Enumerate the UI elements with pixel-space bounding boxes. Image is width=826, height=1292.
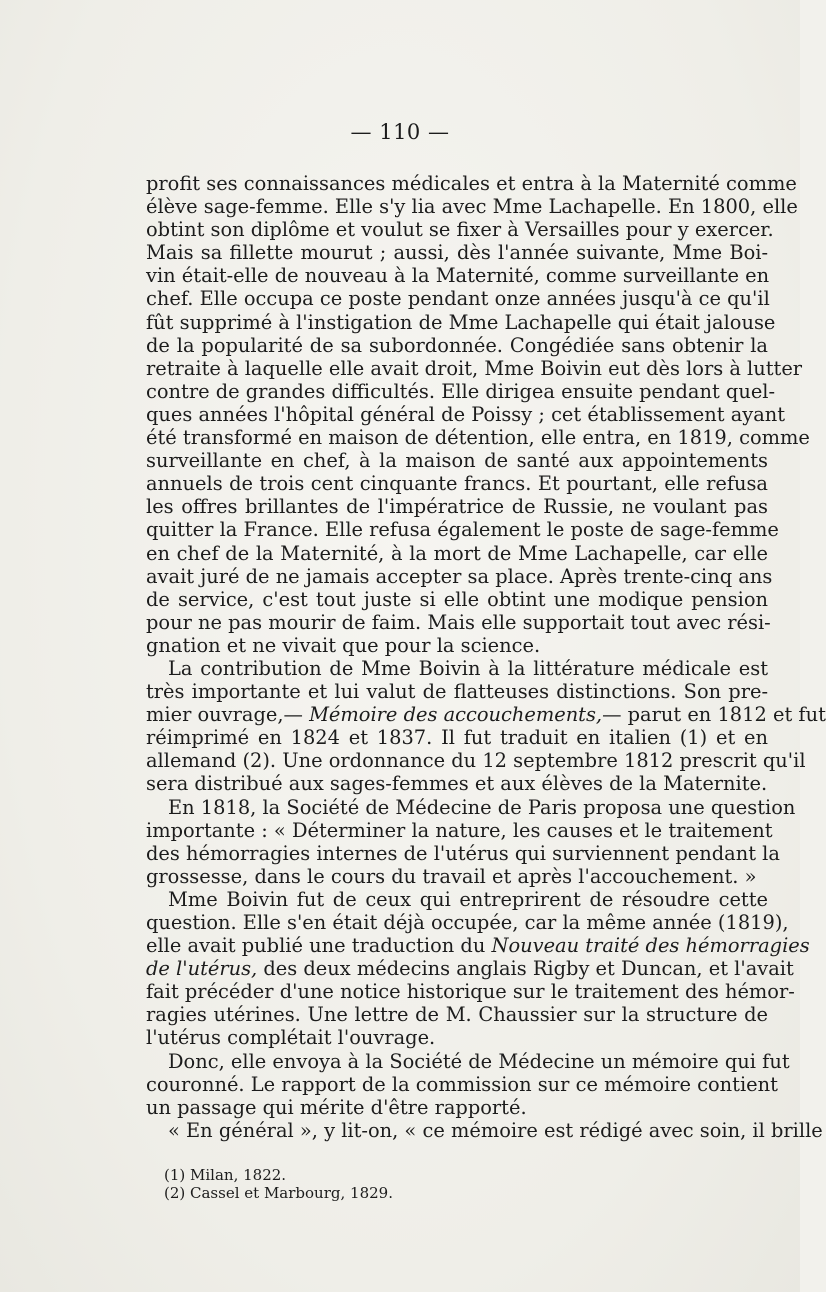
text-line: Mais sa fillette mourut ; aussi, dès l'année suivante, Mme Boi- <box>146 241 768 265</box>
text-line: contre de grandes difficultés. Elle dirigea ensuite pendant quel- <box>146 379 776 403</box>
text-line: « En général », y lit-on, « ce mémoire est rédigé avec soin, il brille <box>168 1118 823 1142</box>
text-line: profit ses connaissances médicales et entra à la Maternité comme <box>146 172 797 195</box>
italic-title: de l'utérus, <box>146 957 258 981</box>
text-line: En 1818, la Société de Médecine de Paris proposa une question <box>168 795 796 819</box>
text-line: des hémorragies internes de l'utérus qui surviennent pendant la <box>146 841 780 865</box>
text-line: grossesse, dans le cours du travail et après l'accouchement. » <box>146 864 757 888</box>
text-line-mixed <box>146 934 810 958</box>
text-line: sera distribué aux sages-femmes et aux élèves de la Maternite. <box>146 772 768 796</box>
text-line: surveillante en chef, à la maison de santé aux appointements <box>146 449 768 473</box>
text-line: fût supprimé à l'instigation de Mme Lachapelle qui était jalouse <box>146 310 776 334</box>
italic-title: Nouveau traité des hémorragies <box>491 934 810 958</box>
text-line: vin était-elle de nouveau à la Maternité, comme surveillante en <box>146 264 770 288</box>
text-line-mixed <box>146 703 826 727</box>
text-line: en chef de la Maternité, à la mort de Mme Lachapelle, car elle <box>146 541 768 565</box>
text-line: les offres brillantes de l'impératrice de Russie, ne voulant pas <box>146 495 768 519</box>
text-line: Mme Boivin fut de ceux qui entreprirent de résoudre cette <box>168 887 768 911</box>
text-segment: mier ouvrage,— <box>146 703 310 727</box>
text-line: très importante et lui valut de flatteuses distinctions. Son pre- <box>146 680 768 704</box>
text-line: annuels de trois cent cinquante francs. Et pourtant, elle refusa <box>146 472 768 496</box>
footnote: (2) Cassel et Marbourg, 1829. <box>164 1184 393 1202</box>
text-segment: — parut en 1812 et fut <box>602 703 826 727</box>
text-line: quitter la France. Elle refusa également le poste de sage-femme <box>146 518 779 542</box>
text-line: importante : « Déterminer la nature, les causes et le traitement <box>146 818 773 842</box>
text-line: obtint son diplôme et voulut se fixer à Versailles pour y exercer. <box>146 218 774 242</box>
footnotes <box>164 1166 393 1202</box>
text-line: fait précéder d'une notice historique sur le traitement des hémor- <box>146 980 795 1004</box>
text-line: retraite à laquelle elle avait droit, Mme Boivin eut dès lors à lutter <box>146 356 803 380</box>
text-line: de service, c'est tout juste si elle obtint une modique pension <box>146 587 768 611</box>
text-line: ragies utérines. Une lettre de M. Chaussier sur la structure de <box>146 1003 768 1027</box>
italic-title: Mémoire des accouchements, <box>309 703 603 727</box>
text-line-mixed <box>146 957 794 981</box>
text-line: un passage qui mérite d'être rapporté. <box>146 1095 527 1119</box>
text-line: gnation et ne vivait que pour la science. <box>146 633 541 657</box>
text-line: de la popularité de sa subordonnée. Congédiée sans obtenir la <box>146 333 768 357</box>
text-line: l'utérus complétait l'ouvrage. <box>146 1026 436 1050</box>
page-number: — 110 — <box>350 120 450 144</box>
text-line: couronné. Le rapport de la commission sur ce mémoire contient <box>146 1072 778 1096</box>
text-line: allemand (2). Une ordonnance du 12 septembre 1812 prescrit qu'il <box>146 749 806 773</box>
text-line: question. Elle s'en était déjà occupée, car la même année (1819), <box>146 911 789 934</box>
text-line: élève sage-femme. Elle s'y lia avec Mme Lachapelle. En 1800, elle <box>146 195 798 219</box>
footnote: (1) Milan, 1822. <box>164 1166 287 1184</box>
text-line: été transformé en maison de détention, elle entra, en 1819, comme <box>146 426 810 450</box>
text-segment: elle avait publié une traduction du <box>146 934 492 958</box>
text-line: avait juré de ne jamais accepter sa place. Après trente-cinq ans <box>146 564 773 588</box>
text-line: chef. Elle occupa ce poste pendant onze années jusqu'à ce qu'il <box>146 287 770 311</box>
text-line: Donc, elle envoya à la Société de Médecine un mémoire qui fut <box>168 1049 790 1073</box>
text-segment: des deux médecins anglais Rigby et Duncan, et l'avait <box>257 957 794 981</box>
body-text <box>146 172 826 1142</box>
text-line: La contribution de Mme Boivin à la littérature médicale est <box>168 656 768 680</box>
text-line: ques années l'hôpital général de Poissy ; cet établissement ayant <box>146 402 786 426</box>
text-line: pour ne pas mourir de faim. Mais elle supportait tout avec rési- <box>146 610 771 634</box>
text-line: réimprimé en 1824 et 1837. Il fut traduit en italien (1) et en <box>146 726 768 750</box>
